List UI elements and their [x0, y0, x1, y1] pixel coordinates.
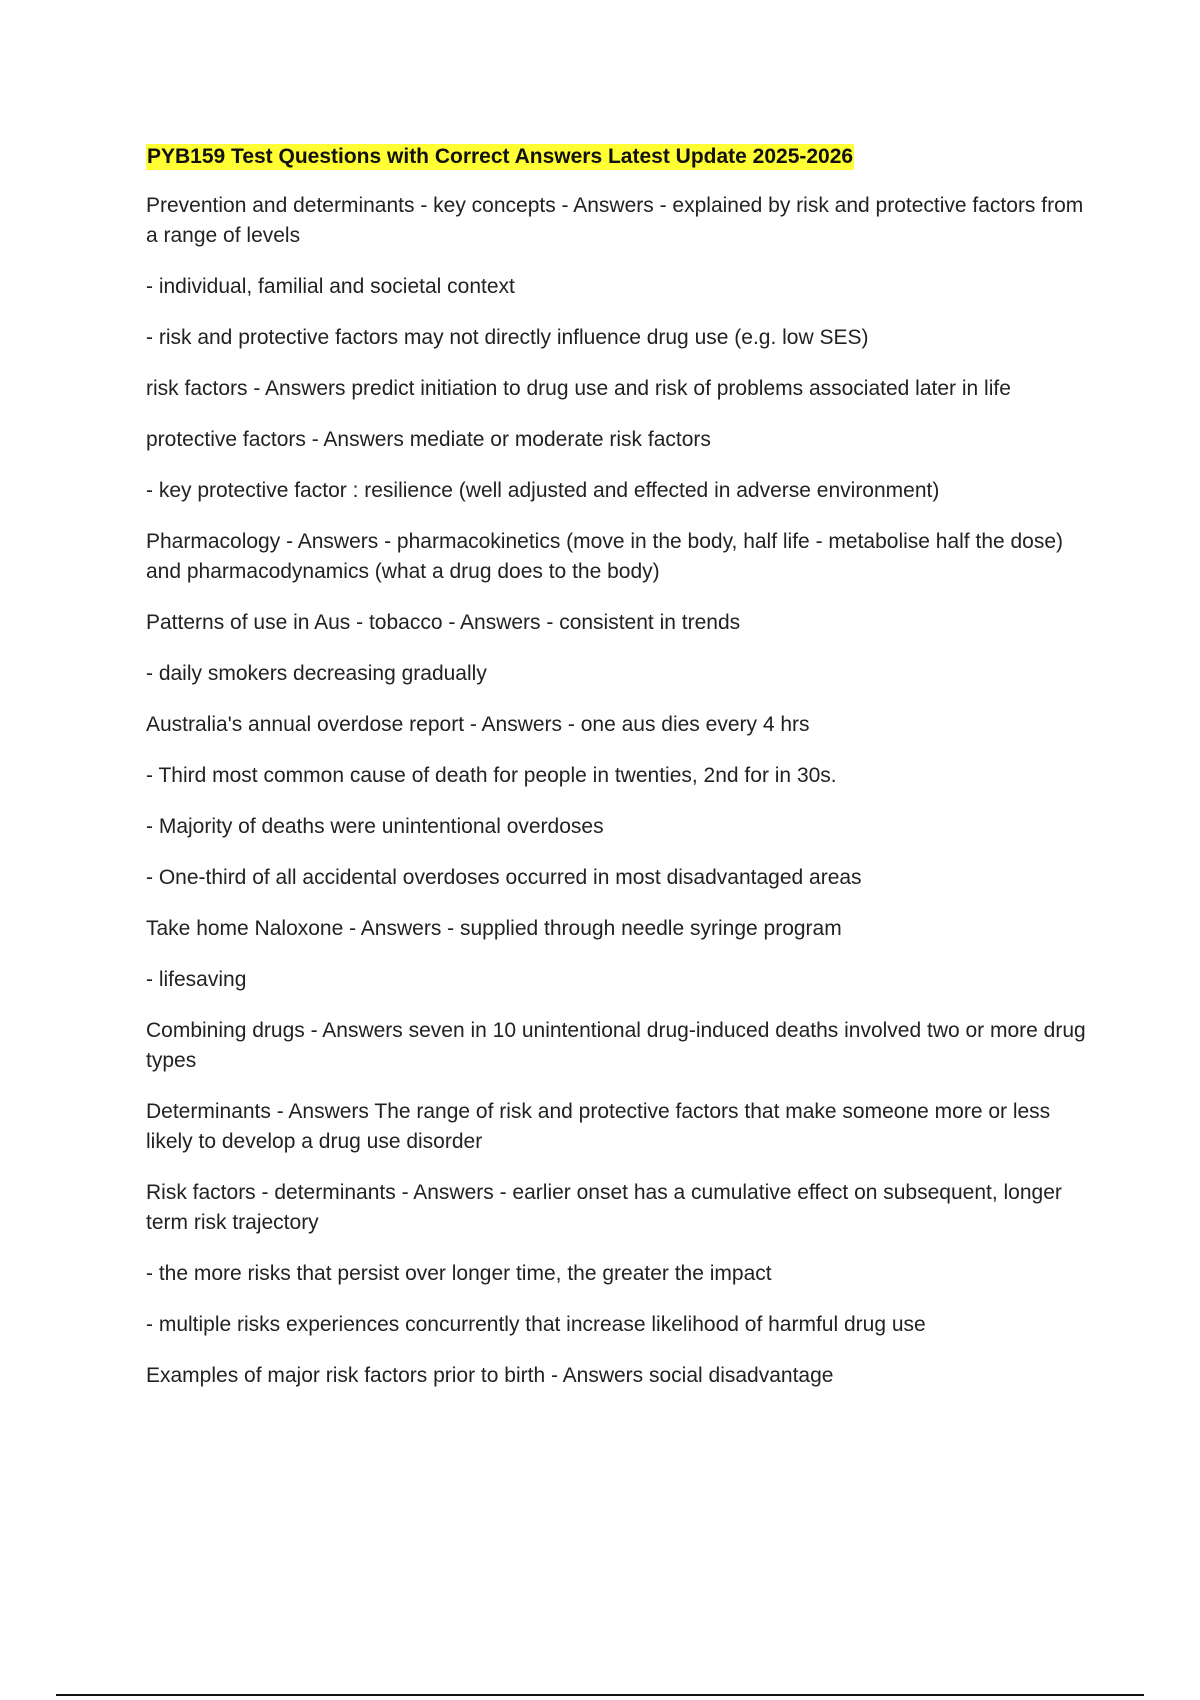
entry-naloxone: Take home Naloxone - Answers - supplied through needle syringe program: [146, 917, 842, 940]
entry-combining-drugs: Combining drugs - Answers seven in 10 unintentional drug-induced deaths involved two or more drug types: [146, 1019, 1086, 1072]
document-content: [146, 144, 1096, 1412]
entry-daily-smokers: - daily smokers decreasing gradually: [146, 662, 487, 685]
entry-multiple-risks: - multiple risks experiences concurrently that increase likelihood of harmful drug use: [146, 1313, 926, 1336]
entry-pharmacology: Pharmacology - Answers - pharmacokinetics (move in the body, half life - metabolise half the dose) and pharmacodynamics (what a drug does to the body): [146, 530, 1064, 583]
entry-overdose-report: Australia's annual overdose report - Answers - one aus dies every 4 hrs: [146, 713, 810, 736]
entry-determinants: Determinants - Answers The range of risk and protective factors that make someone more or less likely to develop a drug use disorder: [146, 1100, 1051, 1153]
document-title: PYB159 Test Questions with Correct Answers Latest Update 2025-2026: [147, 145, 854, 168]
entry-prior-to-birth: Examples of major risk factors prior to birth - Answers social disadvantage: [146, 1364, 834, 1387]
entry-patterns-tobacco: Patterns of use in Aus - tobacco - Answers - consistent in trends: [146, 611, 741, 634]
entry-unintentional-overdoses: - Majority of deaths were unintentional overdoses: [146, 815, 604, 838]
entry-disadvantaged-areas: - One-third of all accidental overdoses occurred in most disadvantaged areas: [146, 866, 862, 889]
entry-prevention-determinants: Prevention and determinants - key concepts - Answers - explained by risk and protective factors from a range of levels: [146, 194, 1084, 247]
entry-third-most-common: - Third most common cause of death for people in twenties, 2nd for in 30s.: [146, 764, 837, 787]
footer-divider: [56, 1694, 1144, 1696]
entry-resilience: - key protective factor : resilience (well adjusted and effected in adverse environment): [146, 479, 940, 502]
entry-more-risks-persist: - the more risks that persist over longer time, the greater the impact: [146, 1262, 772, 1285]
entry-risk-protective-not-direct: - risk and protective factors may not directly influence drug use (e.g. low SES): [146, 326, 869, 349]
entry-risk-factors: risk factors - Answers predict initiation to drug use and risk of problems associated later in life: [146, 377, 1011, 400]
entry-lifesaving: - lifesaving: [146, 968, 247, 991]
entry-protective-factors: protective factors - Answers mediate or moderate risk factors: [146, 428, 711, 451]
entry-risk-factors-determinants: Risk factors - determinants - Answers - earlier onset has a cumulative effect on subsequent, longer term risk trajectory: [146, 1181, 1062, 1234]
entry-individual-familial-societal: - individual, familial and societal context: [146, 275, 515, 298]
